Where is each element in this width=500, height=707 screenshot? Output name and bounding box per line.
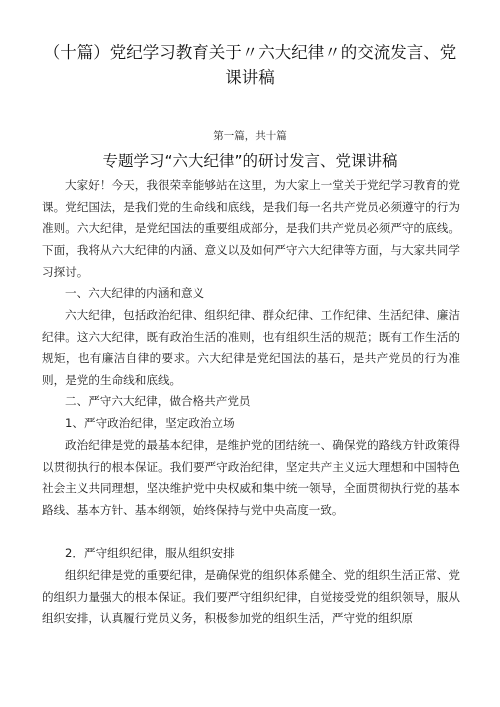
intro-paragraph: 大家好！今天，我很荣幸能够站在这里，为大家上一堂关于党纪学习教育的党课。党纪国法，是我们党的生命线和底线，是我们每一名共产党员必须遵守的行为准则。六大纪律，是党纪国法的重要组成部分，是我们共产党员必须严守的底线。下面，我将从六大纪律的内涵、意义以及如何严守六大纪律等方面，与大家共同学习探讨。 [42, 178, 460, 279]
paragraph-two: 政治纪律是党的最基本纪律，是维护党的团结统一、确保党的路线方针政策得以贯彻执行的根本保证。我们要严守政治纪律，坚定共产主义远大理想和中国特色社会主义共同理想，坚决维护党中央权威和集中统一领导，全面贯彻执行党的基本路线、基本方针、基本纲领，始终保持与党中央高度一致。 [42, 438, 460, 518]
subheading-one: 1、严守政治纪律，坚定政治立场 [65, 416, 235, 430]
document-title: （十篇）党纪学习教育关于〃六大纪律〃的交流发言、党课讲稿 [43, 43, 457, 87]
section-heading: 专题学习“六大纪律”的研讨发言、党课讲稿 [102, 152, 398, 170]
part-note: 第一篇，共十篇 [213, 130, 287, 142]
heading-one: 一、六大纪律的内涵和意义 [65, 286, 205, 300]
subheading-two: 2．严守组织纪律，服从组织安排 [65, 546, 235, 560]
paragraph-one: 六大纪律，包括政治纪律、组织纪律、群众纪律、工作纪律、生活纪律、廉洁纪律。这六大纪律，既有政治生活的准则，也有组织生活的规范；既有工作生活的规矩，也有廉洁自律的要求。六大纪律是党纪国法的基石，是共产党员的行为准则，是党的生命线和底线。 [42, 308, 460, 388]
heading-two: 二、严守六大纪律，做合格共产党员 [65, 394, 251, 408]
paragraph-three: 组织纪律是党的重要纪律，是确保党的组织体系健全、党的组织生活正常、党的组织力量强大的根本保证。我们要严守组织纪律，自觉接受党的组织领导，服从组织安排，认真履行党员义务，积极参加党的组织生活，严守党的组织原 [42, 568, 460, 626]
